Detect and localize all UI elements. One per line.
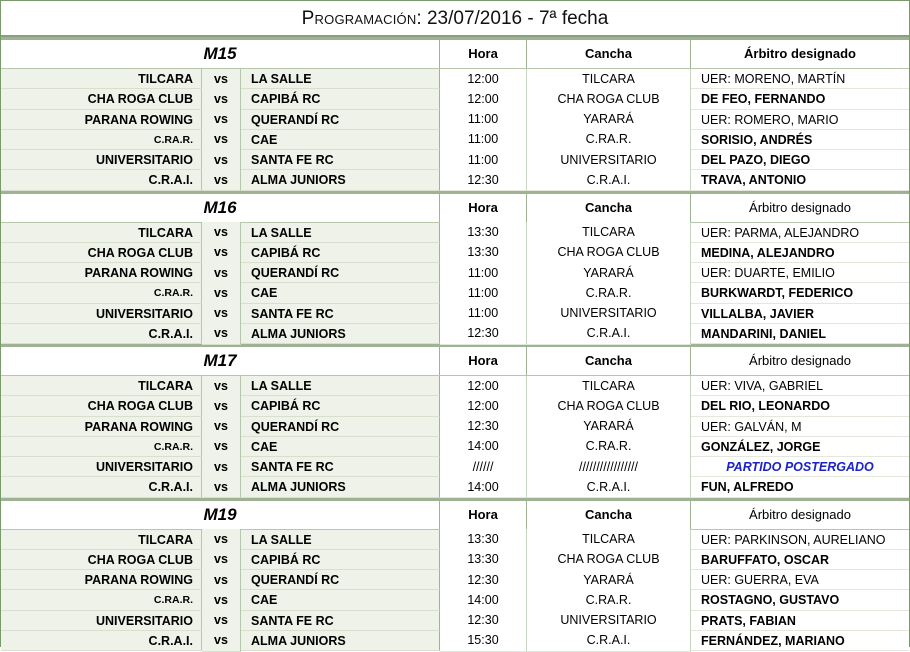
away-team: LA SALLE — [241, 376, 440, 396]
match-row — [1, 417, 909, 437]
home-team: CHA ROGA CLUB — [1, 243, 202, 263]
match-row — [1, 243, 909, 263]
column-header-cancha: Cancha — [527, 40, 691, 68]
match-row — [1, 283, 909, 303]
match-time: 11:00 — [440, 109, 527, 130]
away-team: QUERANDÍ RC — [241, 417, 440, 437]
home-team: C.RA.R. — [1, 130, 202, 150]
match-time: 12:30 — [440, 416, 527, 437]
match-time: 13:30 — [440, 549, 527, 570]
home-team: C.R.A.I. — [1, 170, 202, 190]
match-row — [1, 477, 909, 497]
match-time: 11:00 — [440, 303, 527, 324]
home-team: UNIVERSITARIO — [1, 457, 202, 477]
column-header-cancha: Cancha — [527, 347, 691, 375]
match-row — [1, 570, 909, 590]
match-field: C.R.A.I. — [527, 630, 691, 651]
match-time: 12:30 — [440, 570, 527, 591]
away-team: ALMA JUNIORS — [241, 631, 440, 651]
match-time: 11:00 — [440, 263, 527, 284]
vs-label: vs — [202, 170, 241, 191]
referee: BARUFFATO, OSCAR — [691, 550, 909, 570]
match-row — [1, 304, 909, 324]
match-row — [1, 611, 909, 631]
column-header-hora: Hora — [440, 40, 527, 68]
referee: TRAVA, ANTONIO — [691, 170, 909, 190]
referee: UER: GUERRA, EVA — [691, 570, 909, 590]
match-time: ////// — [440, 457, 527, 478]
category-block-m19 — [1, 498, 909, 652]
match-time: 11:00 — [440, 150, 527, 171]
home-team: PARANA ROWING — [1, 263, 202, 283]
match-field: CHA ROGA CLUB — [527, 242, 691, 263]
category-block-m16 — [1, 191, 909, 345]
match-row — [1, 631, 909, 651]
home-team: CHA ROGA CLUB — [1, 89, 202, 109]
vs-label: vs — [202, 477, 241, 498]
match-row — [1, 69, 909, 89]
title-date: : 23/07/2016 - 7ª fecha — [416, 8, 609, 29]
match-field: YARARÁ — [527, 570, 691, 591]
away-team: LA SALLE — [241, 69, 440, 89]
match-time: 12:00 — [440, 376, 527, 397]
match-time: 12:30 — [440, 170, 527, 191]
home-team: PARANA ROWING — [1, 570, 202, 590]
away-team: ALMA JUNIORS — [241, 324, 440, 344]
match-field: C.R.A.I. — [527, 477, 691, 498]
vs-label: vs — [202, 109, 241, 130]
match-time: 12:00 — [440, 89, 527, 110]
referee: UER: VIVA, GABRIEL — [691, 376, 909, 396]
column-header-hora: Hora — [440, 347, 527, 375]
vs-label: vs — [202, 396, 241, 417]
home-team: PARANA ROWING — [1, 417, 202, 437]
away-team: ALMA JUNIORS — [241, 170, 440, 190]
match-time: 15:30 — [440, 630, 527, 651]
home-team: UNIVERSITARIO — [1, 611, 202, 631]
vs-label: vs — [202, 150, 241, 171]
away-team: SANTA FE RC — [241, 611, 440, 631]
referee: GONZÁLEZ, JORGE — [691, 437, 909, 457]
category-label: M16 — [1, 194, 440, 222]
category-header — [1, 347, 909, 376]
match-field: C.R.A.I. — [527, 170, 691, 191]
referee: PRATS, FABIAN — [691, 611, 909, 631]
match-time: 12:00 — [440, 69, 527, 90]
match-row — [1, 376, 909, 396]
vs-label: vs — [202, 590, 241, 611]
match-time: 11:00 — [440, 283, 527, 304]
match-row — [1, 223, 909, 243]
match-field: UNIVERSITARIO — [527, 303, 691, 324]
match-field: TILCARA — [527, 529, 691, 550]
vs-label: vs — [202, 303, 241, 324]
match-row — [1, 130, 909, 150]
column-header-arbitro: Árbitro designado — [749, 353, 851, 368]
vs-label: vs — [202, 416, 241, 437]
match-field: CHA ROGA CLUB — [527, 396, 691, 417]
referee: DEL RIO, LEONARDO — [691, 396, 909, 416]
match-time: 13:30 — [440, 222, 527, 243]
match-field: TILCARA — [527, 69, 691, 90]
category-block-m17 — [1, 344, 909, 498]
vs-label: vs — [202, 549, 241, 570]
referee: SORISIO, ANDRÉS — [691, 130, 909, 150]
home-team: C.R.A.I. — [1, 324, 202, 344]
match-field: CHA ROGA CLUB — [527, 89, 691, 110]
away-team: SANTA FE RC — [241, 304, 440, 324]
match-field: C.RA.R. — [527, 129, 691, 150]
referee: MANDARINI, DANIEL — [691, 324, 909, 344]
column-header-arbitro: Árbitro designado — [749, 199, 851, 215]
category-label: M19 — [1, 501, 440, 529]
away-team: CAE — [241, 130, 440, 150]
match-row — [1, 590, 909, 610]
away-team: QUERANDÍ RC — [241, 263, 440, 283]
match-field: UNIVERSITARIO — [527, 150, 691, 171]
home-team: TILCARA — [1, 69, 202, 89]
home-team: UNIVERSITARIO — [1, 150, 202, 170]
column-header-cancha: Cancha — [527, 194, 691, 222]
match-field: ///////////////// — [527, 457, 691, 478]
away-team: CAE — [241, 283, 440, 303]
home-team: PARANA ROWING — [1, 110, 202, 130]
match-row — [1, 150, 909, 170]
vs-label: vs — [202, 69, 241, 90]
match-time: 12:00 — [440, 396, 527, 417]
away-team: SANTA FE RC — [241, 150, 440, 170]
referee: ROSTAGNO, GUSTAVO — [691, 590, 909, 610]
title-main: Programación — [301, 8, 417, 29]
referee: UER: GALVÁN, M — [691, 417, 909, 437]
vs-label: vs — [202, 570, 241, 591]
vs-label: vs — [202, 263, 241, 284]
category-label: M15 — [1, 40, 440, 68]
home-team: CHA ROGA CLUB — [1, 396, 202, 416]
referee: UER: ROMERO, MARIO — [691, 110, 909, 130]
referee: UER: PARMA, ALEJANDRO — [691, 223, 909, 243]
home-team: C.RA.R. — [1, 283, 202, 303]
match-field: TILCARA — [527, 222, 691, 243]
postponed-label: PARTIDO POSTERGADO — [691, 457, 909, 477]
referee: UER: DUARTE, EMILIO — [691, 263, 909, 283]
away-team: LA SALLE — [241, 223, 440, 243]
match-field: C.RA.R. — [527, 436, 691, 457]
match-row — [1, 324, 909, 344]
away-team: CAPIBÁ RC — [241, 550, 440, 570]
category-label: M17 — [1, 347, 440, 375]
match-row — [1, 89, 909, 109]
referee: VILLALBA, JAVIER — [691, 304, 909, 324]
match-field: C.RA.R. — [527, 283, 691, 304]
match-row — [1, 396, 909, 416]
home-team: C.R.A.I. — [1, 631, 202, 651]
match-field: YARARÁ — [527, 109, 691, 130]
match-field: TILCARA — [527, 376, 691, 397]
vs-label: vs — [202, 630, 241, 651]
home-team: C.RA.R. — [1, 590, 202, 610]
match-row — [1, 263, 909, 283]
home-team: TILCARA — [1, 530, 202, 550]
vs-label: vs — [202, 283, 241, 304]
vs-label: vs — [202, 529, 241, 550]
referee: UER: PARKINSON, AURELIANO — [691, 530, 909, 550]
away-team: CAPIBÁ RC — [241, 396, 440, 416]
vs-label: vs — [202, 376, 241, 397]
match-field: YARARÁ — [527, 416, 691, 437]
column-header-arbitro: Árbitro designado — [744, 46, 856, 61]
match-field: CHA ROGA CLUB — [527, 549, 691, 570]
away-team: CAE — [241, 437, 440, 457]
match-field: YARARÁ — [527, 263, 691, 284]
referee: DEL PAZO, DIEGO — [691, 150, 909, 170]
match-row — [1, 457, 909, 477]
match-field: C.R.A.I. — [527, 323, 691, 344]
home-team: C.RA.R. — [1, 437, 202, 457]
page-title — [1, 1, 909, 37]
category-header — [1, 194, 909, 223]
away-team: QUERANDÍ RC — [241, 110, 440, 130]
vs-label: vs — [202, 242, 241, 263]
match-row — [1, 110, 909, 130]
vs-label: vs — [202, 222, 241, 243]
category-header — [1, 501, 909, 530]
referee: DE FEO, FERNANDO — [691, 89, 909, 109]
vs-label: vs — [202, 436, 241, 457]
referee: FERNÁNDEZ, MARIANO — [691, 631, 909, 651]
match-time: 11:00 — [440, 129, 527, 150]
match-time: 14:00 — [440, 590, 527, 611]
vs-label: vs — [202, 610, 241, 631]
match-field: C.RA.R. — [527, 590, 691, 611]
match-row — [1, 530, 909, 550]
referee: FUN, ALFREDO — [691, 477, 909, 497]
home-team: UNIVERSITARIO — [1, 304, 202, 324]
away-team: ALMA JUNIORS — [241, 477, 440, 497]
match-time: 14:00 — [440, 477, 527, 498]
referee: MEDINA, ALEJANDRO — [691, 243, 909, 263]
vs-label: vs — [202, 323, 241, 344]
match-time: 14:00 — [440, 436, 527, 457]
column-header-arbitro: Árbitro designado — [749, 506, 851, 522]
match-time: 12:30 — [440, 610, 527, 631]
away-team: QUERANDÍ RC — [241, 570, 440, 590]
category-header — [1, 40, 909, 69]
match-row — [1, 437, 909, 457]
away-team: LA SALLE — [241, 530, 440, 550]
column-header-cancha: Cancha — [527, 501, 691, 529]
match-field: UNIVERSITARIO — [527, 610, 691, 631]
match-row — [1, 550, 909, 570]
vs-label: vs — [202, 89, 241, 110]
away-team: CAE — [241, 590, 440, 610]
home-team: TILCARA — [1, 376, 202, 396]
category-block-m15 — [1, 37, 909, 191]
vs-label: vs — [202, 457, 241, 478]
home-team: CHA ROGA CLUB — [1, 550, 202, 570]
away-team: SANTA FE RC — [241, 457, 440, 477]
away-team: CAPIBÁ RC — [241, 243, 440, 263]
vs-label: vs — [202, 129, 241, 150]
home-team: TILCARA — [1, 223, 202, 243]
match-time: 13:30 — [440, 242, 527, 263]
match-row — [1, 170, 909, 190]
referee: UER: MORENO, MARTÍN — [691, 69, 909, 89]
match-time: 12:30 — [440, 323, 527, 344]
referee: BURKWARDT, FEDERICO — [691, 283, 909, 303]
away-team: CAPIBÁ RC — [241, 89, 440, 109]
home-team: C.R.A.I. — [1, 477, 202, 497]
column-header-hora: Hora — [440, 501, 527, 529]
match-time: 13:30 — [440, 529, 527, 550]
column-header-hora: Hora — [440, 194, 527, 222]
